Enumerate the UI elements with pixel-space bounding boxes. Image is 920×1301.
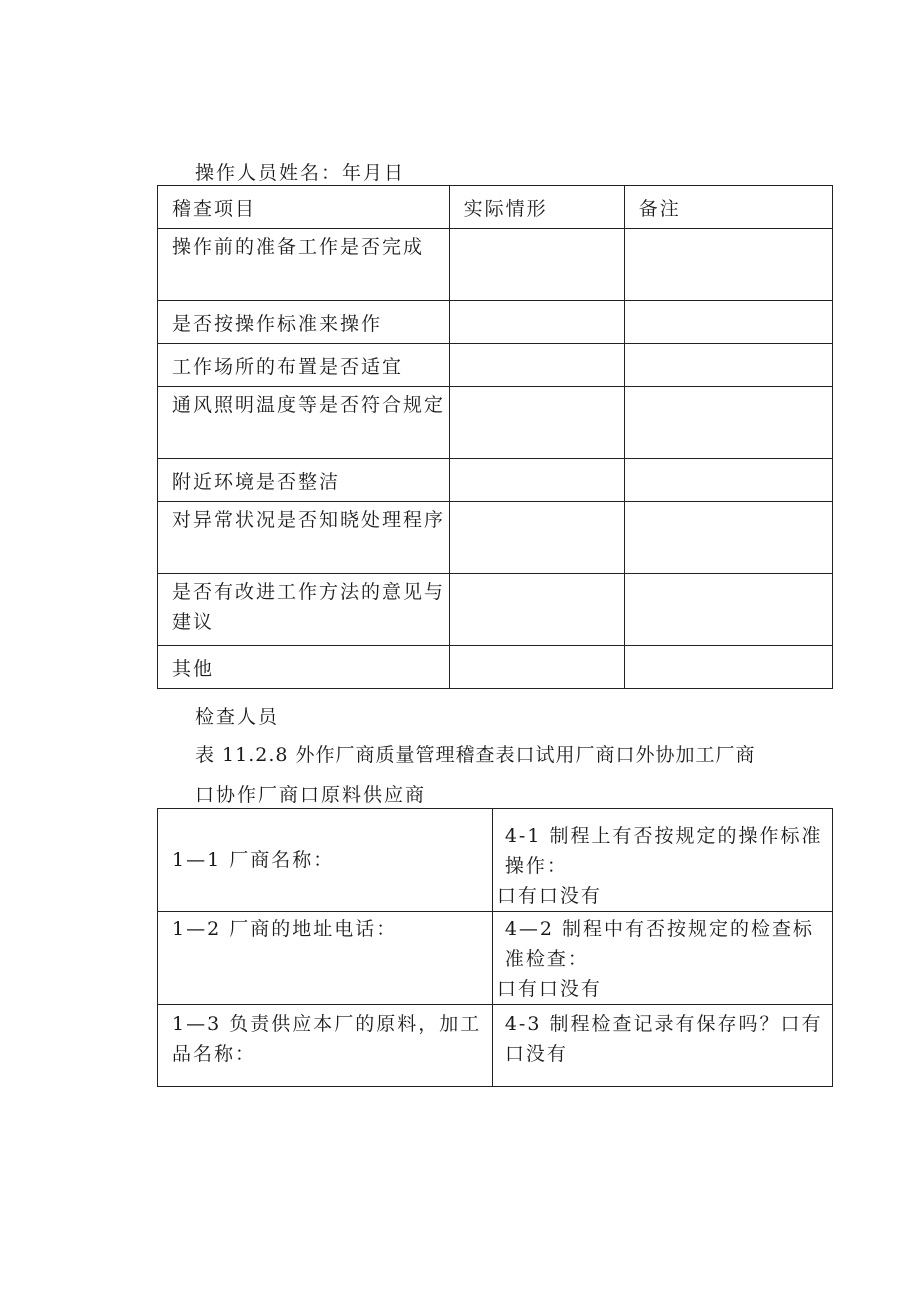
inspection-item: 对异常状况是否知晓处理程序 [158,502,450,574]
actual-situation-cell[interactable] [449,646,624,689]
inspection-item: 是否有改进工作方法的意见与建议 [158,574,450,646]
actual-situation-cell[interactable] [449,301,624,344]
remarks-cell[interactable] [624,574,832,646]
remarks-cell[interactable] [624,301,832,344]
table-header-row [158,186,833,229]
table-title: 表 11.2.8 外作厂商质量管理稽查表口试用厂商口外协加工厂商 [195,744,756,766]
process-inspection-cell [492,912,832,1005]
inspection-record-cell [492,1005,832,1087]
table-row [158,502,833,574]
operator-name-date-line: 操作人员姓名：年月日 [195,162,406,184]
inspection-item: 是否按操作标准来操作 [158,301,450,344]
header-remarks: 备注 [624,186,832,229]
header-inspection-item: 稽查项目 [158,186,450,229]
table-row [158,229,833,301]
table-row [158,387,833,459]
vendor-address-cell: 1—2 厂商的地址电话： [158,912,493,1005]
table-row [158,1005,833,1087]
actual-situation-cell[interactable] [449,502,624,574]
inspection-table [157,185,833,689]
inspector-line: 检查人员 [195,706,280,728]
option-text[interactable]: 口有口没有 [496,885,602,907]
table-row [158,301,833,344]
actual-situation-cell[interactable] [449,229,624,301]
vendor-audit-table [157,808,833,1087]
inspection-item: 其他 [158,646,450,689]
table-row [158,912,833,1005]
remarks-cell[interactable] [624,344,832,387]
question-text: 4-1 制程上有否按规定的操作标准操作： [504,825,823,877]
remarks-cell[interactable] [624,646,832,689]
inspection-item: 通风照明温度等是否符合规定 [158,387,450,459]
header-actual-situation: 实际情形 [449,186,624,229]
inspection-item: 工作场所的布置是否适宜 [158,344,450,387]
table-row [158,809,833,912]
actual-situation-cell[interactable] [449,387,624,459]
remarks-cell[interactable] [624,459,832,502]
actual-situation-cell[interactable] [449,459,624,502]
supplied-material-cell: 1—3 负责供应本厂的原料，加工品名称： [158,1005,493,1087]
inspection-item: 附近环境是否整洁 [158,459,450,502]
table-row [158,459,833,502]
inspection-item: 操作前的准备工作是否完成 [158,229,450,301]
option-text[interactable]: 口有口没有 [496,978,602,1000]
table-subtitle: 口协作厂商口原料供应商 [195,784,427,806]
remarks-cell[interactable] [624,502,832,574]
remarks-cell[interactable] [624,387,832,459]
vendor-name-cell: 1—1 厂商名称： [158,809,493,912]
process-standard-cell [492,809,832,912]
table-row [158,574,833,646]
question-text: 4—2 制程中有否按规定的检查标准检查： [504,918,815,970]
table-row [158,646,833,689]
remarks-cell[interactable] [624,229,832,301]
actual-situation-cell[interactable] [449,344,624,387]
table-row [158,344,833,387]
actual-situation-cell[interactable] [449,574,624,646]
question-text: 4-3 制程检查记录有保存吗？口有口没有 [504,1013,823,1065]
